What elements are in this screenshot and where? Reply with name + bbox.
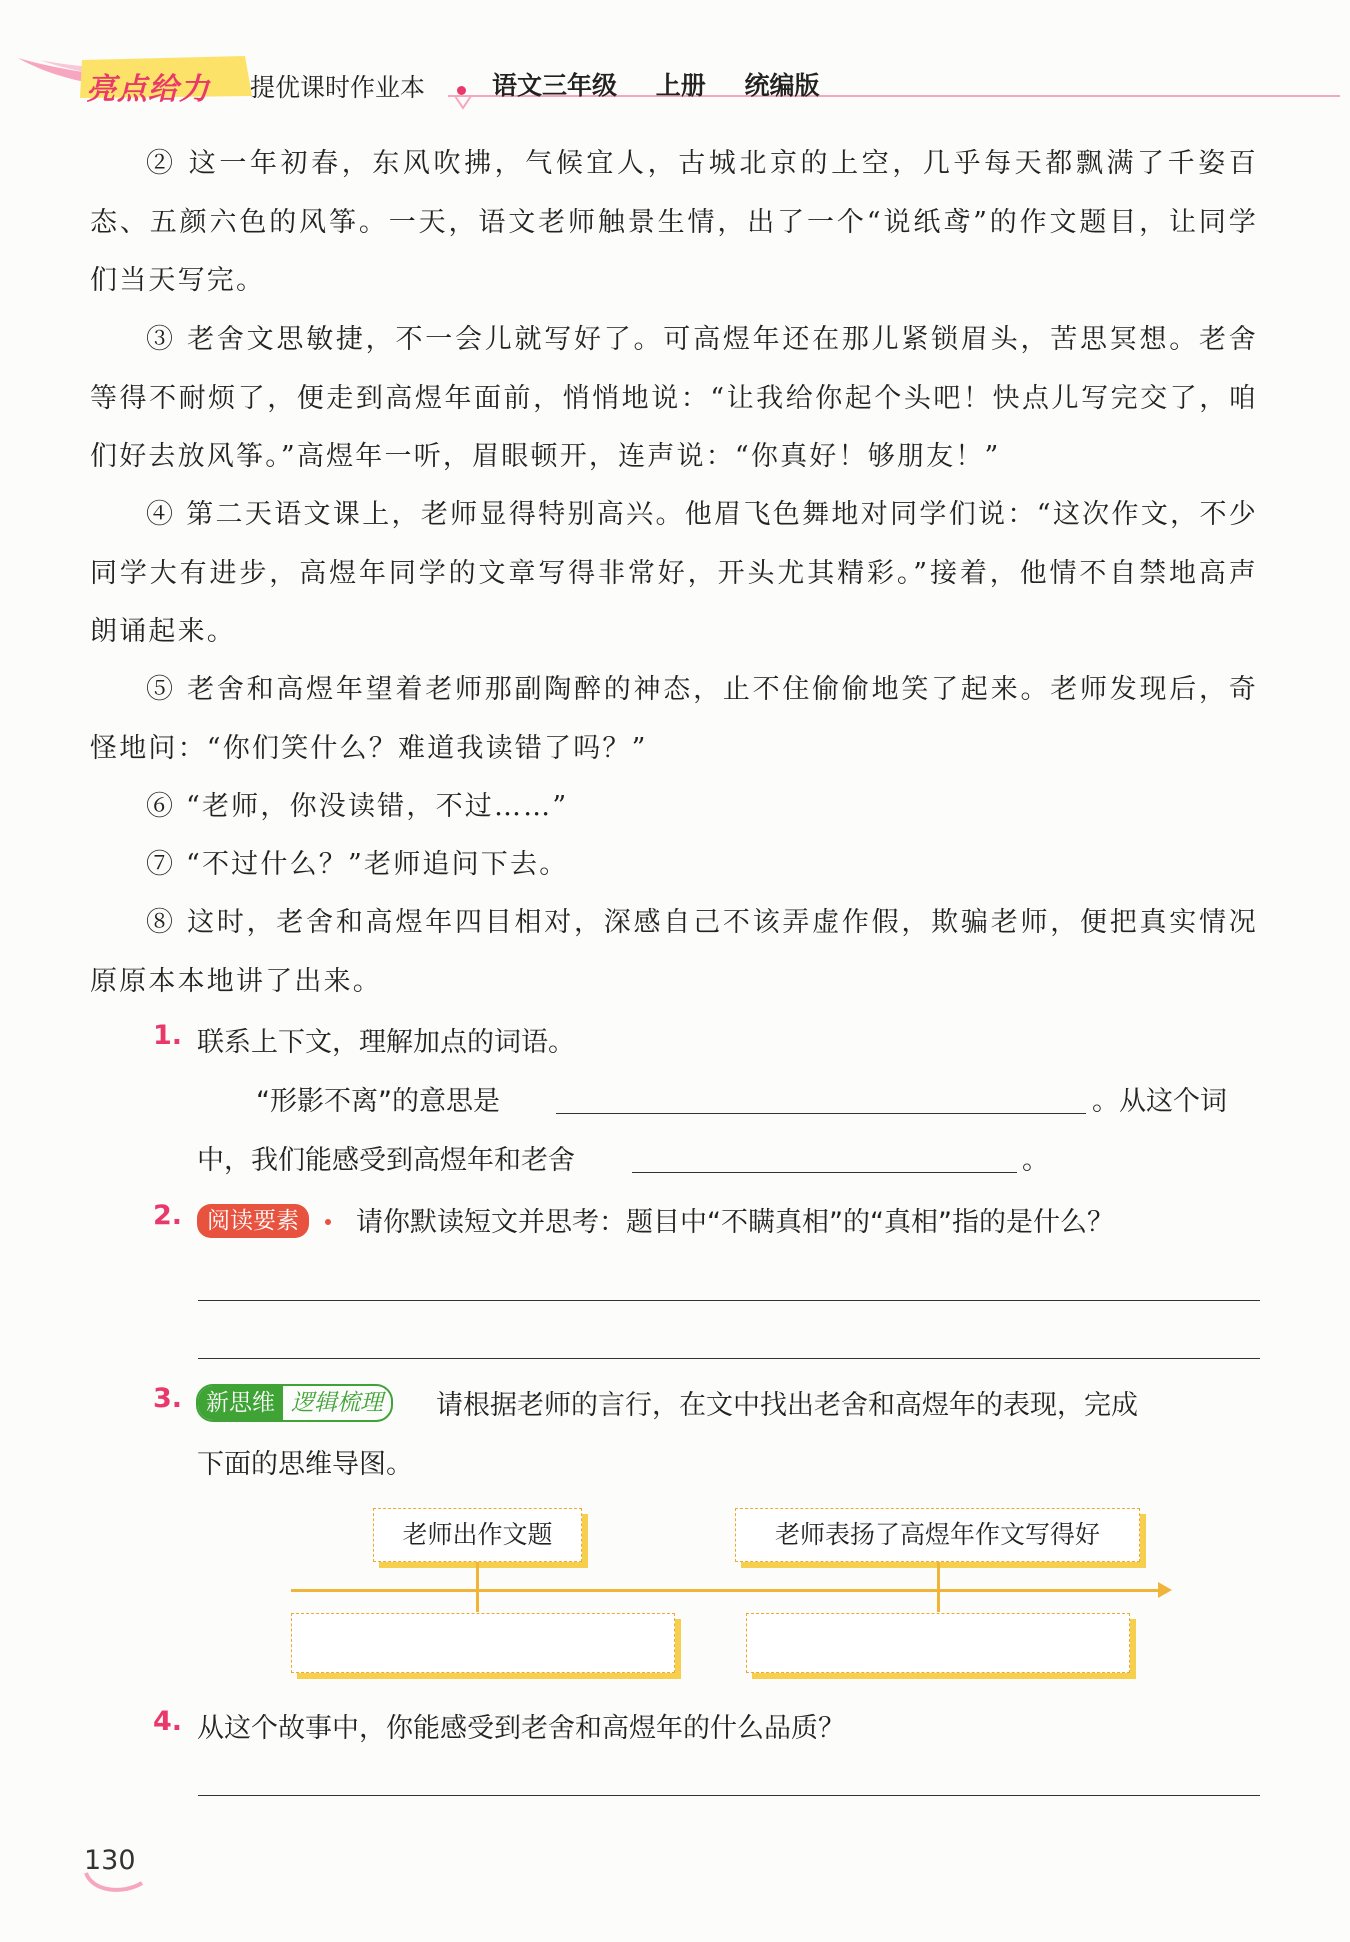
passage-paragraph-2: ② 这一年初春，东风吹拂，气候宜人，古城北京的上空，几乎每天都飘满了千姿百态、五颜六色的风筝。一天，语文老师触景生情，出了一个“说纸鸢”的作文题目，让同学们当天写完。 [90, 148, 1258, 296]
new-thinking-label: 新思维 [198, 1386, 283, 1420]
page-header [0, 0, 1350, 120]
volume-label: 上册 [655, 71, 706, 100]
question-3-number: 3. [153, 1383, 183, 1414]
mindmap-node-teacher-praises: 老师表扬了高煜年作文写得好 [735, 1508, 1140, 1562]
header-dot-icon [457, 86, 466, 95]
question-2-number: 2. [153, 1200, 183, 1231]
question-1-text: 联系上下文，理解加点的词语。 [197, 1027, 575, 1058]
passage-paragraph-6: ⑥ “老师，你没读错，不过……” [146, 791, 569, 822]
arrow-right-icon [1158, 1582, 1172, 1598]
mindmap-node-teacher-assigns: 老师出作文题 [373, 1508, 582, 1562]
reading-element-badge: 阅读要素 [197, 1204, 309, 1238]
edition-label: 统编版 [744, 71, 820, 100]
question-2-text: 请你默读短文并思考：题目中“不瞒真相”的“真相”指的是什么？ [356, 1207, 1114, 1238]
question-1-prompt-d: 。 [1022, 1145, 1049, 1176]
passage-paragraph-8: ⑧ 这时，老舍和高煜年四目相对，深感自己不该弄虚作假，欺骗老师，便把真实情况原原本本地讲了出来。 [90, 907, 1258, 997]
question-1-answer-line-2[interactable] [632, 1172, 1017, 1173]
question-1-prompt-b: 。从这个词 [1092, 1086, 1227, 1117]
mindmap-connector-2 [937, 1562, 940, 1612]
new-thinking-badge [196, 1384, 393, 1422]
question-2-answer-line-2[interactable] [198, 1358, 1260, 1359]
brand-logo: 亮点给力 [86, 72, 210, 107]
subject-label: 语文三年级 [492, 71, 618, 100]
mindmap-answer-box-2[interactable] [746, 1613, 1130, 1673]
question-2-answer-line-1[interactable] [198, 1300, 1260, 1301]
question-1-answer-line-1[interactable] [556, 1113, 1086, 1114]
question-4-answer-line[interactable] [198, 1795, 1260, 1796]
book-info [492, 66, 849, 102]
logic-sorting-label: 逻辑梳理 [291, 1390, 383, 1416]
mindmap-timeline-axis [291, 1589, 1161, 1592]
mindmap-connector-1 [476, 1562, 479, 1612]
question-1-prompt-a: “形影不离”的意思是 [256, 1086, 500, 1117]
question-1-number: 1. [153, 1020, 183, 1051]
passage-paragraph-7: ⑦ “不过什么？”老师追问下去。 [146, 849, 569, 880]
question-3-text-line-2: 下面的思维导图。 [197, 1449, 413, 1480]
question-1-prompt-c: 中，我们能感受到高煜年和老舍 [197, 1145, 575, 1176]
question-4-text: 从这个故事中，你能感受到老舍和高煜年的什么品质？ [197, 1713, 845, 1744]
question-3-text-line-1: 请根据老师的言行，在文中找出老舍和高煜年的表现，完成 [436, 1390, 1138, 1421]
series-title: 提优课时作业本 [250, 73, 426, 102]
page-number: 130 [84, 1845, 136, 1876]
passage-paragraph-4: ④ 第二天语文课上，老师显得特别高兴。他眉飞色舞地对同学们说：“这次作文，不少同学大有进步，高煜年同学的文章写得非常好，开头尤其精彩。”接着，他情不自禁地高声朗诵起来。 [90, 499, 1258, 647]
mindmap-answer-box-1[interactable] [291, 1613, 675, 1673]
passage-paragraph-5: ⑤ 老舍和高煜年望着老师那副陶醉的神态，止不住偷偷地笑了起来。老师发现后，奇怪地问：“你们笑什么？难道我读错了吗？” [90, 674, 1258, 764]
passage-paragraph-3: ③ 老舍文思敏捷，不一会儿就写好了。可高煜年还在那儿紧锁眉头，苦思冥想。老舍等得不耐烦了，便走到高煜年面前，悄悄地说：“让我给你起个头吧！快点儿写完交了，咱们好去放风筝。”高煜年一听，眉眼顿开，连声说：“你真好！够朋友！” [90, 324, 1258, 472]
badge-dot-icon [325, 1219, 331, 1225]
question-4-number: 4. [153, 1706, 183, 1737]
